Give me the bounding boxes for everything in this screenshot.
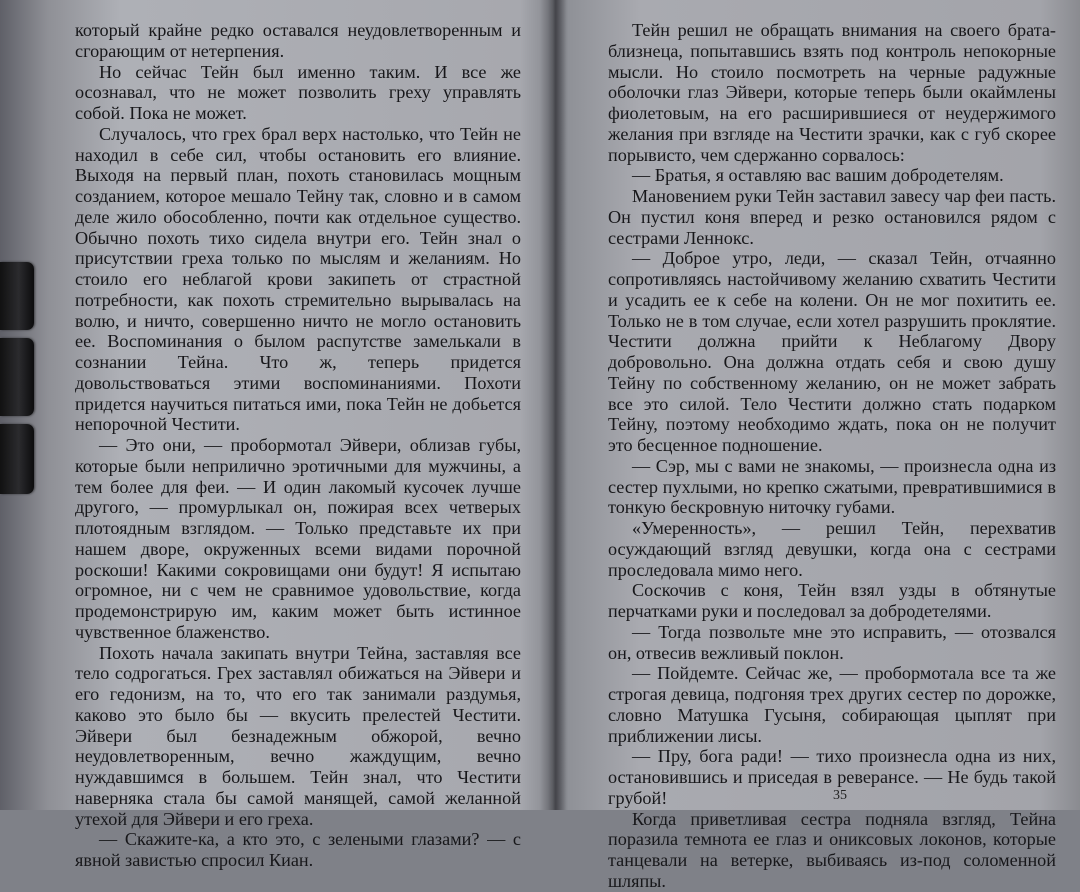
paragraph: Тейн решил не обращать внимания на своего брата-близнеца, попытавшись взять под контроль непокорные мысли. Но стоило посмотреть на черные радужные оболочки глаз Эйвери, которые теперь были окаймлены фиолетовым, на его расширившиеся от неудержимого желания при взгляде на Честити зрачки, как с губ скорее порывисто, чем сдержанно сорвалось: — [608, 20, 1056, 165]
left-page-text — [75, 20, 521, 871]
paragraph: — Пру, бога ради! — тихо произнесла одна из них, остановившись и приседая в реверансе. — Не будь такой грубой! — [608, 746, 1056, 808]
paragraph: Случалось, что грех брал верх настолько, что Тейн не находил в себе сил, чтобы остановить его влияние. Выходя на первый план, похоть становилась мощным созданием, которое мешало Тейну так, словно и в самом деле жило обособленно, почти как отдельное существо. Обычно похоть тихо сидела внутри его. Тейн знал о присутствии греха только по мыслям и желаниям. Но стоило его неблагой крови закипеть от страстной потребности, как похоть стремительно вырывалась на волю, и ничто, совершенно ничто не могло остановить ее. Воспоминания о былом распутстве замелькали в сознании Тейна. Что ж, теперь придется довольствоваться этими воспоминаниями. Похоти придется научиться питаться ими, пока Тейн не добьется непорочной Честити. — [75, 123, 521, 435]
paragraph: — Сэр, мы с вами не знакомы, — произнесла одна из сестер пухлыми, но крепко сжатыми, превратившимися в тонкую бескровную ниточку губами. — [608, 455, 1056, 518]
paragraph: который крайне редко оставался неудовлетворенным и сгорающим от нетерпения. — [75, 20, 521, 61]
paragraph: — Скажите-ка, а кто это, с зелеными глазами? — с явной завистью спросил Киан. — [75, 829, 521, 870]
page-number: 35 — [833, 788, 847, 803]
paragraph: — Братья, я оставляю вас вашим добродетелям. — [632, 165, 1004, 186]
paragraph: Но сейчас Тейн был именно таким. И все же осознавал, что не может позволить греху управлять собой. Пока не может. — [75, 61, 521, 123]
left-page — [0, 0, 552, 870]
paragraph: — Доброе утро, леди, — сказал Тейн, отчаянно сопротивляясь настойчивому желанию схватить Честити и усадить ее к себе на колени. Он не мог похитить ее. Только не в том случае, если хотел разрушить проклятие. Честити должна прийти к Неблагому Двору добровольно. Она должна отдать себя и свою душу Тейну по собственному желанию, он не может забрать все это силой. Тело Честити должно стать подарком Тейну, поэтому необходимо ждать, пока он не получит это бесценное подношение. — [608, 248, 1056, 455]
right-page — [560, 0, 1080, 891]
paragraph: — Это они, — пробормотал Эйвери, облизав губы, которые были неприлично эротичными для мужчины, а тем более для феи. — И один лакомый кусочек лучше другого, — промурлыкал он, пожирая всех четверых плотоядным взглядом. — Только представьте их при нашем дворе, окруженных всеми видами порочной роскоши! Какими сокровищами они будут! Я испытаю огромное, ни с чем не сравнимое удовольствие, когда продемонстрирую им, каким может быть истинное чувственное блаженство. — [75, 435, 521, 642]
paragraph: Соскочив с коня, Тейн взял узды в обтянутые перчатками руки и последовал за добродетелями. — [608, 580, 1056, 621]
right-page-text — [608, 20, 1056, 892]
paragraph: — Тогда позвольте мне это исправить, — отозвался он, отвесив вежливый поклон. — [608, 621, 1056, 663]
paragraph: «Умеренность», — решил Тейн, перехватив осуждающий взгляд девушки, когда она с сестрами проследовала мимо него. — [608, 518, 1056, 580]
paragraph: — Пойдемте. Сейчас же, — пробормотала все та же строгая девица, подгоняя трех других сестер по дорожке, словно Матушка Гусыня, собирающая цыплят при приближении лисы. — [608, 663, 1056, 746]
paragraph: Когда приветливая сестра подняла взгляд, Тейна поразила темнота ее глаз и ониксовых локонов, которые танцевали на ветерке, выбиваясь из-под соломенной шляпы. — [608, 808, 1056, 891]
paragraph: Похоть начала закипать внутри Тейна, заставляя все тело содрогаться. Грех заставлял обижаться на Эйвери и его гедонизм, на то, что его так занимали раздумья, каково это было бы — вкусить прелестей Честити. Эйвери был безнадежным обжорой, вечно неудовлетворенным, вечно жаждущим, вечно нуждавшимся в большем. Тейн знал, что Честити наверняка стала бы самой манящей, самой желанной утехой для Эйвери и его греха. — [75, 642, 521, 829]
paragraph: Мановением руки Тейн заставил завесу чар феи пасть. Он пустил коня вперед и резко остановился рядом с сестрами Леннокс. — [608, 186, 1056, 248]
